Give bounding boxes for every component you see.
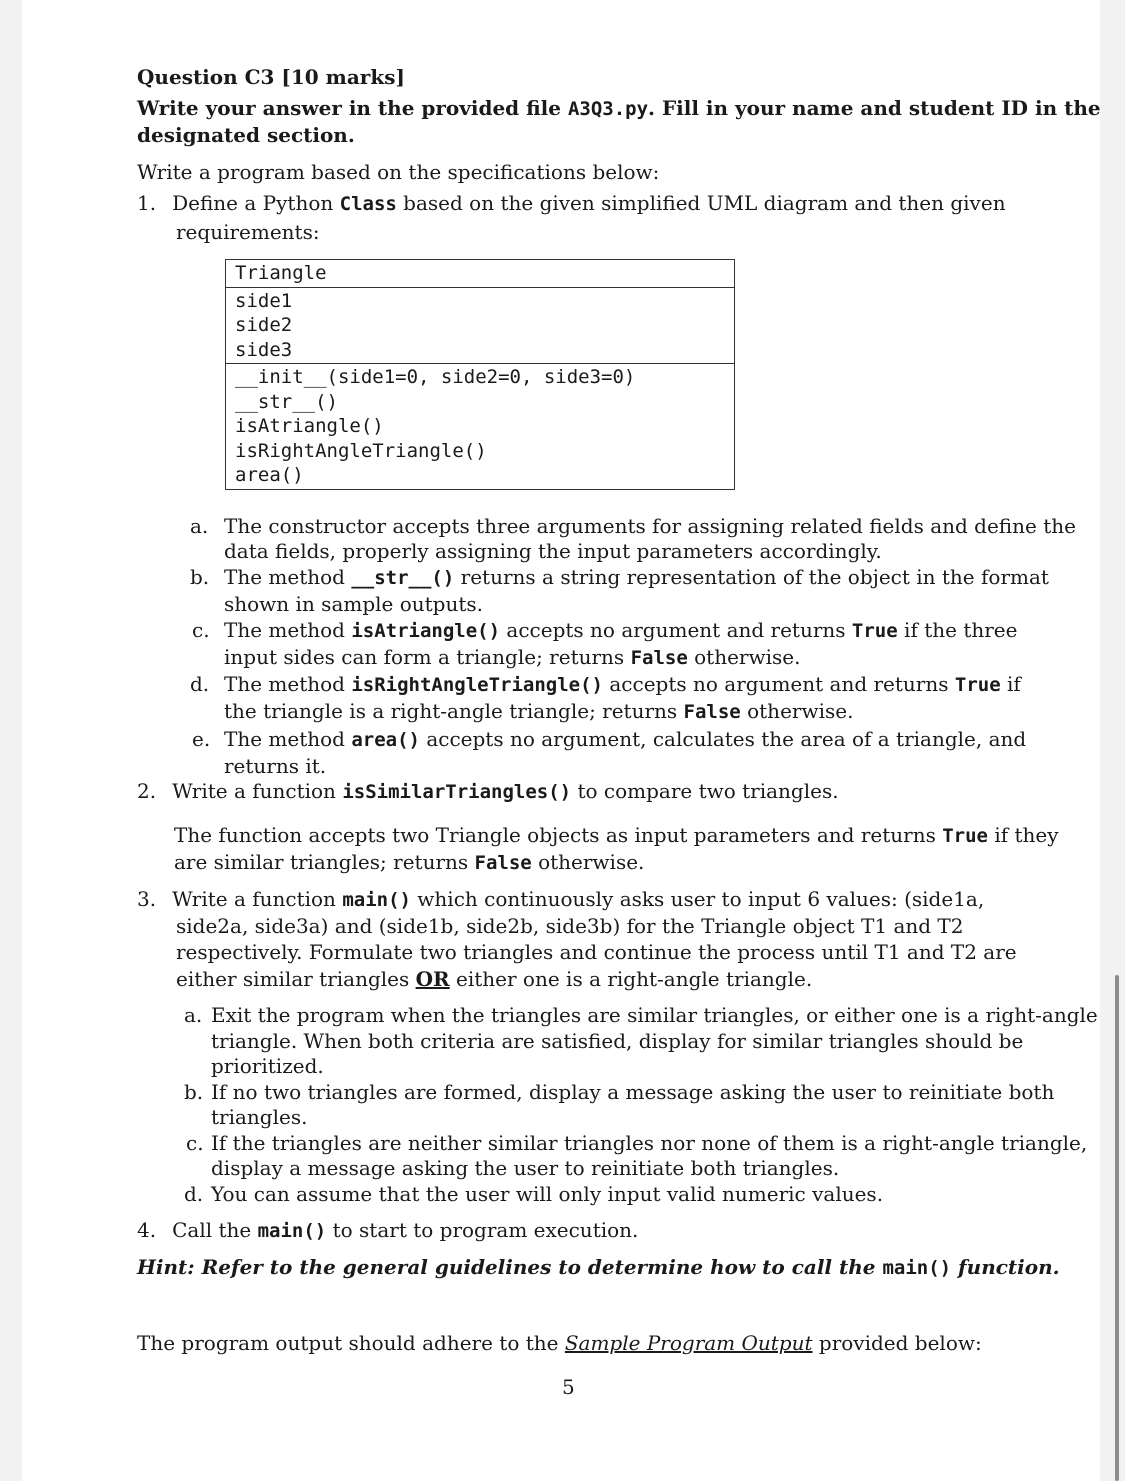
instruction-line-1: Write your answer in the provided file A3Q3.py. Fill in your name and student ID in the — [137, 96, 1101, 120]
uml-methods — [226, 363, 734, 489]
sub3-d-line-1: You can assume that the user will only input valid numeric values. — [211, 1182, 884, 1206]
uml-method: isRightAngleTriangle() — [235, 439, 487, 462]
item-3-line-1: 3. Write a function main() which continuously asks user to input 6 values: (side1a, — [137, 887, 985, 911]
sub1-d-line-1: The method isRightAngleTriangle() accepts no argument and returns True if — [224, 672, 1021, 696]
label-b: b. — [190, 565, 210, 589]
uml-diagram — [225, 259, 735, 490]
sub3-c-line-1: If the triangles are neither similar triangles nor none of them is a right-angle triangle, — [211, 1131, 1088, 1155]
label-3b: b. — [184, 1080, 204, 1104]
document-page — [22, 0, 1100, 1481]
footer-text: The program output should adhere to the Sample Program Output provided below: — [137, 1331, 982, 1355]
item-3-line-2: side2a, side3a) and (side1b, side2b, side3b) for the Triangle object T1 and T2 — [176, 914, 964, 938]
label-a: a. — [190, 514, 209, 538]
sub1-b-line-2: shown in sample outputs. — [224, 592, 484, 616]
uml-method: area() — [235, 464, 304, 486]
page-number: 5 — [562, 1375, 575, 1399]
uml-fields — [226, 287, 734, 364]
sub3-c-line-2: display a message asking the user to reinitiate both triangles. — [211, 1156, 840, 1180]
uml-field: side3 — [235, 338, 293, 361]
sub3-b-line-1: If no two triangles are formed, display a message asking the user to reinitiate both — [211, 1080, 1055, 1104]
sub1-a-line-1: The constructor accepts three arguments for assigning related fields and define the — [224, 514, 1076, 538]
uml-method: isAtriangle() — [235, 415, 384, 437]
uml-method: __str__() — [235, 390, 338, 413]
uml-field: side2 — [235, 314, 293, 336]
uml-class-name: Triangle — [235, 262, 327, 284]
sub1-e-line-2: returns it. — [224, 754, 327, 778]
label-d: d. — [190, 672, 210, 696]
item-1-line-2: requirements: — [176, 220, 320, 244]
file-name: A3Q3.py — [567, 98, 649, 120]
sub1-b-line-1: The method __str__() returns a string representation of the object in the format — [224, 565, 1049, 589]
sub1-c-line-2: input sides can form a triangle; returns False otherwise. — [224, 645, 801, 669]
item-4-number: 4. — [137, 1218, 157, 1242]
sub3-a-line-2: triangle. When both criteria are satisfied, display for similar triangles should be — [211, 1029, 1024, 1053]
item-3-number: 3. — [137, 887, 157, 911]
sub1-e-line-1: The method area() accepts no argument, calculates the area of a triangle, and — [224, 727, 1027, 751]
item-1-line-1: 1. Define a Python Class based on the given simplified UML diagram and then given — [137, 191, 1006, 215]
item-1-number: 1. — [137, 191, 157, 215]
label-3c: c. — [186, 1131, 204, 1155]
uml-field: side1 — [235, 289, 293, 312]
item-2-para-line-2: are similar triangles; returns False otherwise. — [174, 850, 645, 874]
sub3-a-line-1: Exit the program when the triangles are similar triangles, or either one is a right-angle — [211, 1003, 1098, 1027]
item-3-line-4: either similar triangles OR either one is a right-angle triangle. — [176, 967, 813, 991]
sample-output-link[interactable]: Sample Program Output — [564, 1331, 813, 1355]
instruction-line-2: designated section. — [137, 123, 355, 147]
item-2-number: 2. — [137, 779, 157, 803]
uml-method: __init__(side1=0, side2=0, side3=0) — [235, 366, 636, 388]
item-4-line: 4. Call the main() to start to program execution. — [137, 1218, 639, 1242]
sub1-a-line-2: data fields, properly assigning the input parameters accordingly. — [224, 539, 882, 563]
label-c: c. — [192, 618, 210, 642]
hint-text: Hint: Refer to the general guidelines to determine how to call the main() function. — [137, 1255, 1060, 1279]
item-3-line-3: respectively. Formulate two triangles and continue the process until T1 and T2 are — [176, 940, 1017, 964]
sub3-b-line-2: triangles. — [211, 1105, 308, 1129]
label-3a: a. — [184, 1003, 203, 1027]
sub1-c-line-1: The method isAtriangle() accepts no argument and returns True if the three — [224, 618, 1018, 642]
question-title: Question C3 [10 marks] — [137, 65, 405, 89]
sub3-a-line-3: prioritized. — [211, 1054, 324, 1078]
label-e: e. — [192, 727, 211, 751]
intro-text: Write a program based on the specifications below: — [137, 160, 660, 184]
or-emphasis: OR — [415, 967, 450, 991]
item-2-para-line-1: The function accepts two Triangle objects as input parameters and returns True if they — [174, 823, 1059, 847]
label-3d: d. — [184, 1182, 204, 1206]
item-2-line: 2. Write a function isSimilarTriangles() to compare two triangles. — [137, 779, 839, 803]
sub1-d-line-2: the triangle is a right-angle triangle; returns False otherwise. — [224, 699, 854, 723]
scrollbar[interactable] — [1115, 975, 1119, 1481]
